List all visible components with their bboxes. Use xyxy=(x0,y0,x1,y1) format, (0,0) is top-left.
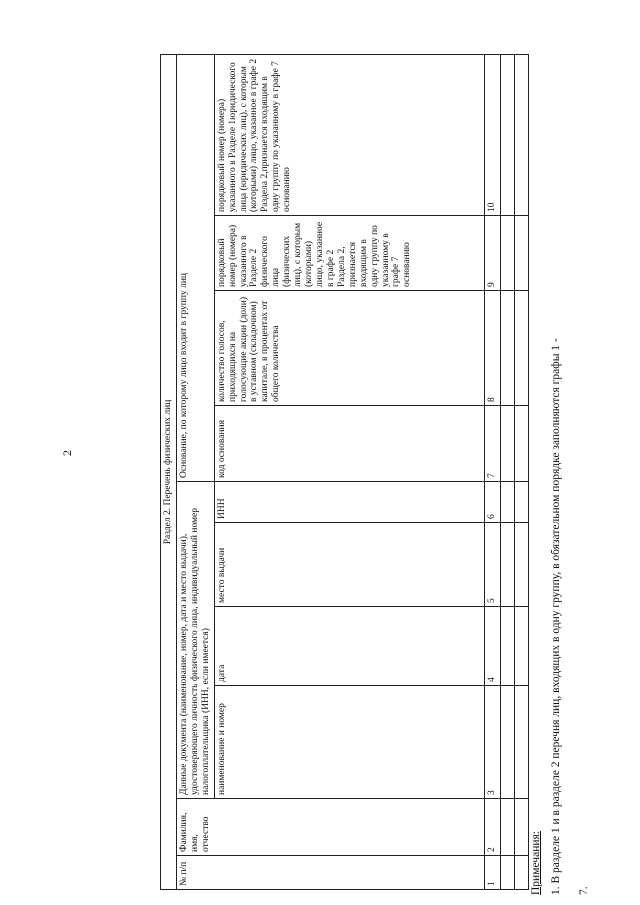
table-cell[interactable] xyxy=(500,799,514,856)
col-number: 1 xyxy=(484,856,500,890)
col-header-7: код основания xyxy=(214,406,484,482)
table-cell[interactable] xyxy=(514,482,528,523)
table-cell[interactable] xyxy=(500,54,514,215)
col-number: 9 xyxy=(484,216,500,291)
col-number: 5 xyxy=(484,523,500,607)
section-title: Раздел 2. Перечень физических лиц xyxy=(161,54,177,889)
table-cell[interactable] xyxy=(500,216,514,291)
col-number: 3 xyxy=(484,686,500,799)
notes-line-1: 1. В разделе 1 и в разделе 2 перечня лиц, входящих в одну группу, в обязательном порядке заполняются графы 1 - xyxy=(550,338,562,895)
col-header-9: порядковый номер (номера) указанного в Разделе 2 физического лица (физических лиц), с которым (которыми) лицо, указанное в графе 2 Раздела 2, признается входящим в одну группу по указанному в графе 7 основанию xyxy=(214,216,484,291)
col-header-1: № п/п xyxy=(176,856,484,890)
header-row-2 xyxy=(214,54,484,889)
col-header-document-group: Данные документа (наименование, номер, дата и место выдачи), удостоверяющего личность физического лица, индивидуальный номер налогоплательщика (ИНН, если имеется) xyxy=(176,482,214,799)
table-cell[interactable] xyxy=(514,799,528,856)
table-cell[interactable] xyxy=(500,523,514,607)
col-header-5: место выдачи xyxy=(214,523,484,607)
persons-table xyxy=(160,54,529,890)
table-cell[interactable] xyxy=(514,216,528,291)
table-cell[interactable] xyxy=(514,856,528,890)
col-header-10: порядковый номер (номера) указанного в Разделе 1юридического лица (юридических лиц), с которым (которыми) лицо, указанное в графе 2 Раздела 2,признается входящим в одну группу по указанному в графе 7 основанию xyxy=(214,54,484,215)
notes-line-2: 7. xyxy=(578,886,590,895)
table-cell[interactable] xyxy=(514,54,528,215)
col-header-6: ИНН xyxy=(214,482,484,523)
table-cell[interactable] xyxy=(514,607,528,686)
col-header-4: дата xyxy=(214,607,484,686)
col-header-8: количество голосов, приходящихся на голосующие акции (доли) в уставном (складочном) капитале, в процентах от общего количества xyxy=(214,291,484,406)
col-number: 2 xyxy=(484,799,500,856)
table-cell[interactable] xyxy=(514,686,528,799)
col-header-3: наименование и номер xyxy=(214,686,484,799)
table-cell[interactable] xyxy=(500,686,514,799)
col-number: 4 xyxy=(484,607,500,686)
header-row-1 xyxy=(176,54,214,889)
table-cell[interactable] xyxy=(500,291,514,406)
table-cell[interactable] xyxy=(500,856,514,890)
table-cell[interactable] xyxy=(514,523,528,607)
notes-header: Примечания: xyxy=(530,831,542,895)
table-cell[interactable] xyxy=(500,482,514,523)
table-cell[interactable] xyxy=(514,406,528,482)
col-header-2: Фамилия, имя, отчество xyxy=(176,799,484,856)
column-number-row xyxy=(484,54,500,889)
col-number: 6 xyxy=(484,482,500,523)
table-cell[interactable] xyxy=(500,607,514,686)
table-row xyxy=(500,54,514,889)
col-number: 10 xyxy=(484,54,500,215)
section-title-row xyxy=(161,54,177,889)
table-cell[interactable] xyxy=(500,406,514,482)
notes-block xyxy=(530,195,606,895)
table-cell[interactable] xyxy=(514,291,528,406)
table-row xyxy=(514,54,528,889)
page-number: 2 xyxy=(60,450,74,456)
col-number: 8 xyxy=(484,291,500,406)
col-header-basis-group: Основание, по которому лицо входит в группу лиц xyxy=(176,54,214,481)
col-number: 7 xyxy=(484,406,500,482)
